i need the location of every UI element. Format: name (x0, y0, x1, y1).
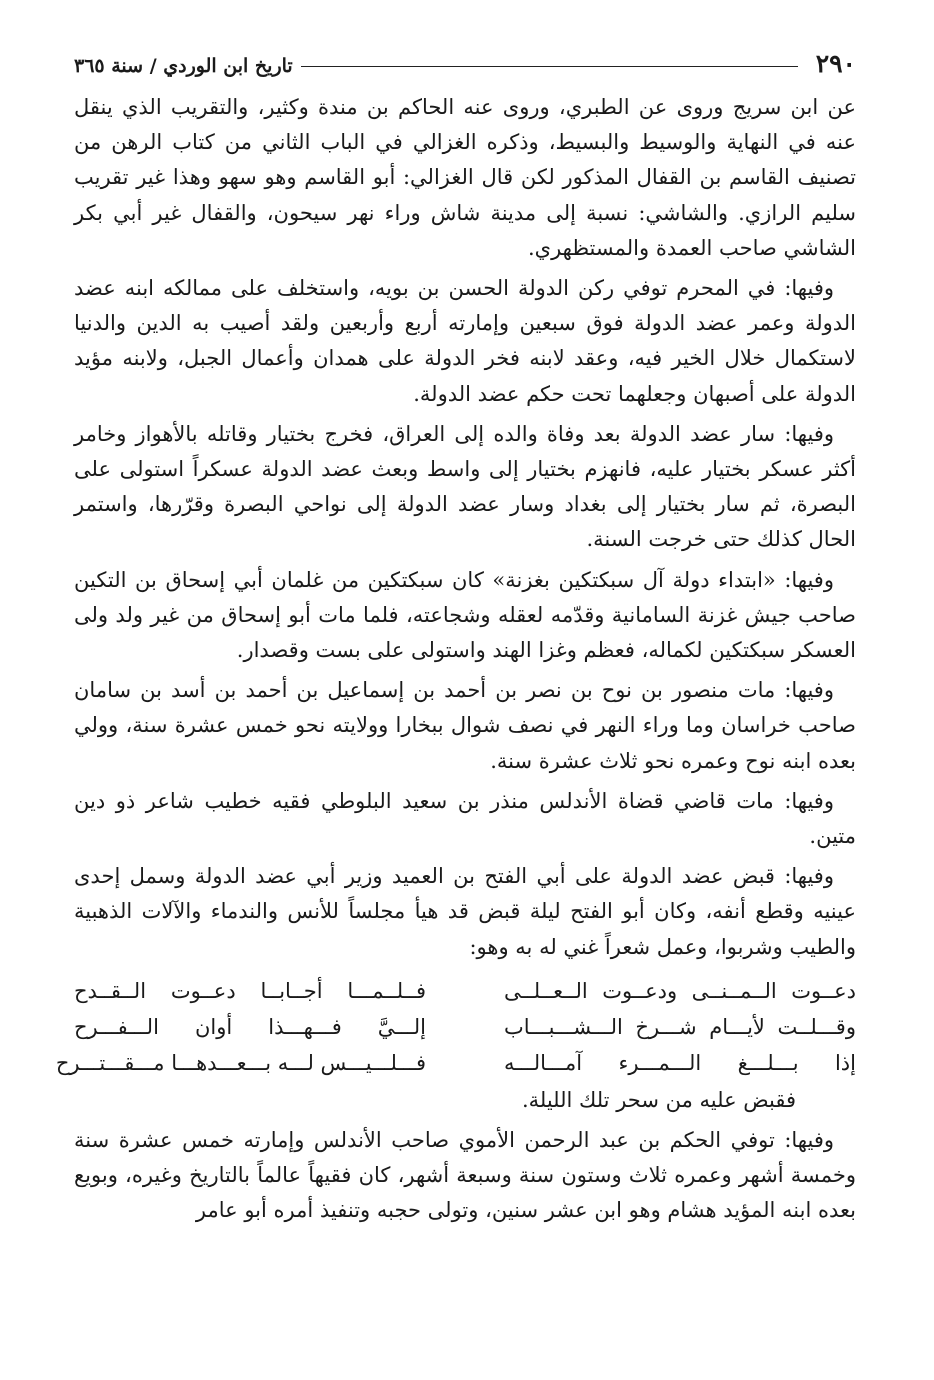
paragraph-continued: عن ابن سريج وروى عن الطبري، وروى عنه الحاكم بن مندة وكثير، والتقريب الذي ينقل عنه في النهاية والوسيط والبسيط، وذكره الغزالي في الباب الثاني من كتاب الرهن من تصنيف القاسم بن القفال المذكور لكن قال الغزالي: أبو القاسم وهو سهو وهذا غير تقريب سليم الرازي. والشاشي: نسبة إلى مدينة شاش وراء نهر سيحون، والقفال غير أبي بكر الشاشي صاحب العمدة والمستظهري. (74, 95, 856, 260)
paragraph-sabuktigin: وفيها: «ابتداء دولة آل سبكتكين بغزنة» كان سبكتكين من غلمان أبي إسحاق بن التكين صاحب جيش غزنة السامانية وقدّمه لعقله وشجاعته، فلما مات أبو إسحاق من غير ولد ولى العسكر سبكتكين لكماله، فعظم وغزا الهند واستولى على بست وقصدار. (74, 567, 856, 663)
poem-verse (74, 1009, 856, 1045)
verse-first-hemistich: إذا بـــلـــغ الـــمـــرء آمـــالـــه (504, 1050, 856, 1075)
after-poem-line: فقبض عليه من سحر تلك الليلة. (521, 1087, 796, 1112)
verse-first-hemistich: دعــوت الــمــنــى ودعــوت الــعــلــى (504, 978, 856, 1003)
paragraph-rukn-al-dawla: وفيها: في المحرم توفي ركن الدولة الحسن بن بويه، واستخلف على ممالكه ابنه عضد الدولة وعمر عضد الدولة فوق سبعين وإمارته أربع وأربعين ولقد أصيب به الدين والدنيا لاستكمال خلال الخير فيه، وعقد لابنه فخر الدولة على همدان وأعمال الجبل، ولابنه مؤيد الدولة على أصبهان وجعلهما تحت حكم عضد الدولة. (74, 276, 856, 406)
running-title: تاريخ ابن الوردي / سنة ٣٦٥ (74, 55, 293, 77)
poem-verse (55, 1045, 856, 1081)
page-header (74, 36, 856, 76)
verse-second-hemistich: فـــلـــيـــس لـــه بـــعـــدهـــا مـــقـــتـــرح (55, 1050, 426, 1075)
paragraph-ibn-al-amid: وفيها: قبض عضد الدولة على أبي الفتح بن العميد وزير أبي عضد الدولة وسمل إحدى عينيه وقطع أنفه، وكان أبو الفتح ليلة قبض قد هيأ مجلساً للأنس والندماء والآلات الذهبية والطيب وشربوا، وعمل شعراً غني له به وهو: (74, 864, 856, 959)
poem-verse (74, 973, 856, 1009)
paragraph-mansur-bin-nuh: وفيها: مات منصور بن نوح بن نصر بن أحمد بن إسماعيل بن أحمد بن أسد بن سامان صاحب خراسان وما وراء النهر في نصف شوال ببخارا وولايته نحو خمس عشرة سنة، وولي بعده ابنه نوح وعمره نحو ثلاث عشرة سنة. (74, 678, 856, 773)
paragraph-al-hakam: وفيها: توفي الحكم بن عبد الرحمن الأموي صاحب الأندلس وإمارته خمس عشرة سنة وخمسة أشهر وعمره ثلاث وستون سنة وسبعة أشهر، كان فقيهاً عالماً بالتاريخ وغيره، وبويع بعده ابنه المؤيد هشام وهو ابن عشر سنين، وتولى حجبه وتنفيذ أمره أبو عامر (74, 1128, 856, 1223)
page-number: ٢٩٠ (815, 49, 856, 78)
verse-second-hemistich: إلـــيَّ فـــهـــذا أوان الـــفـــرح (74, 1014, 426, 1039)
paragraph-mundhir-qadi: وفيها: مات قاضي قضاة الأندلس منذر بن سعيد البلوطي فقيه خطيب شاعر ذو دين متين. (74, 788, 856, 849)
page-body (55, 90, 856, 1234)
poem (55, 973, 856, 1081)
verse-second-hemistich: فــلــمـــا أجــابــا دعــوت الــقــدح (74, 978, 426, 1003)
verse-first-hemistich: وقـــلــت لأيـــام شـــرخ الـــشـــبـــاب (504, 1014, 856, 1039)
header-rule (301, 66, 798, 67)
paragraph-adud-iraq: وفيها: سار عضد الدولة بعد وفاة والده إلى العراق، فخرج بختيار وقاتله بالأهواز وخامر أكثر عسكر بختيار عليه، فانهزم بختيار إلى واسط وبعث عضد الدولة عسكراً استولى على البصرة، ثم سار بختيار إلى بغداد وسار عضد الدولة إلى نواحي البصرة وقرّرها، واستمر الحال كذلك حتى خرجت السنة. (74, 421, 856, 552)
